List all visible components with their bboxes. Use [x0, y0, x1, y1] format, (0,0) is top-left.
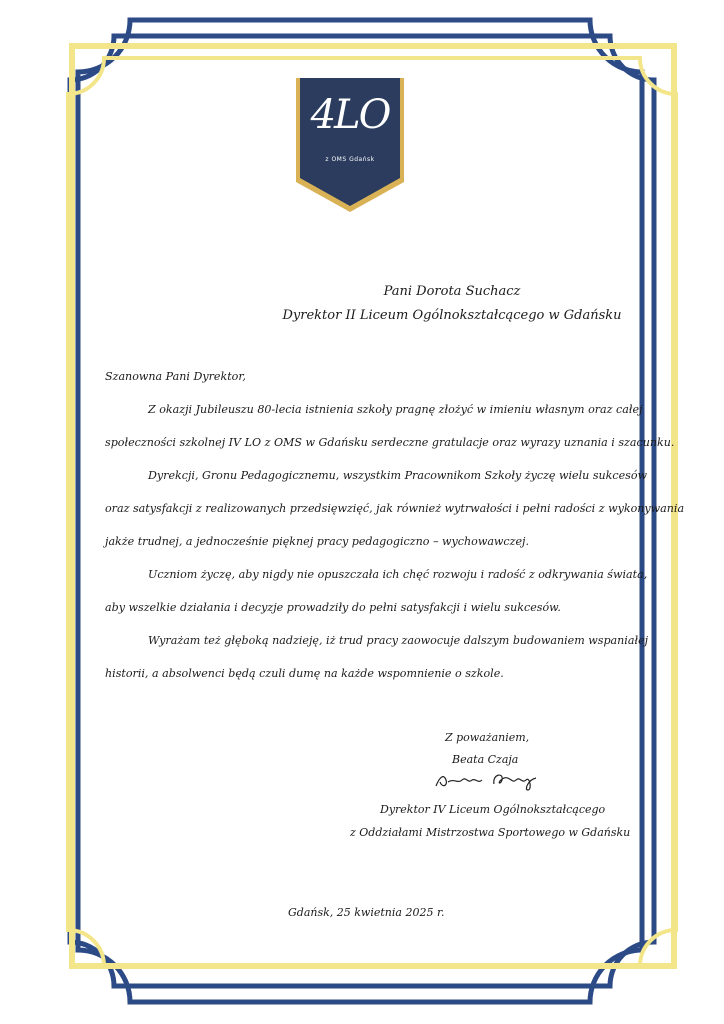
date-place: Gdańsk, 25 kwietnia 2025 r. — [288, 906, 445, 919]
handwritten-signature — [432, 770, 552, 792]
signer-role-line1: Dyrektor IV Liceum Ogólnokształcącego — [380, 803, 606, 816]
closing-regards: Z poważaniem, — [445, 731, 530, 744]
salutation: Szanowna Pani Dyrektor, — [105, 370, 246, 383]
letter-line: jakże trudnej, a jednocześnie pięknej pracy pedagogiczno – wychowawczej. — [105, 535, 530, 548]
letter-line: Z okazji Jubileuszu 80-lecia istnienia szkoły pragnę złożyć w imieniu własnym oraz całej — [148, 403, 643, 416]
school-logo — [296, 78, 404, 212]
letter-line: Wyrażam też głęboką nadzieję, iż trud pracy zaowocuje dalszym budowaniem wspaniałej — [148, 634, 649, 647]
letter-line: aby wszelkie działania i decyzje prowadziły do pełni satysfakcji i wielu sukcesów. — [105, 601, 561, 614]
letter-line: Uczniom życzę, aby nigdy nie opuszczała ich chęć rozwoju i radość z odkrywania świata, — [148, 568, 648, 581]
signer-name: Beata Czaja — [452, 753, 519, 766]
logo-main-text: 4LO — [310, 92, 390, 138]
signer-role-line2: z Oddziałami Mistrzostwa Sportowego w Gdańsku — [350, 826, 631, 839]
letter-line: historii, a absolwenci będą czuli dumę na każde wspomnienie o szkole. — [105, 667, 504, 680]
recipient-name: Pani Dorota Suchacz — [383, 284, 521, 299]
recipient-title: Dyrektor II Liceum Ogólnokształcącego w Gdańsku — [282, 308, 622, 323]
letter-line: Dyrekcji, Gronu Pedagogicznemu, wszystkim Pracownikom Szkoły życzę wielu sukcesów — [148, 469, 648, 482]
logo-sub-text: z OMS Gdańsk — [325, 156, 375, 163]
letter-line: społeczności szkolnej IV LO z OMS w Gdańsku serdeczne gratulacje oraz wyrazy uznania i szacunku. — [105, 436, 675, 449]
letter-line: oraz satysfakcji z realizowanych przedsięwzięć, jak również wytrwałości i pełni radości z wykonywania — [105, 502, 685, 515]
